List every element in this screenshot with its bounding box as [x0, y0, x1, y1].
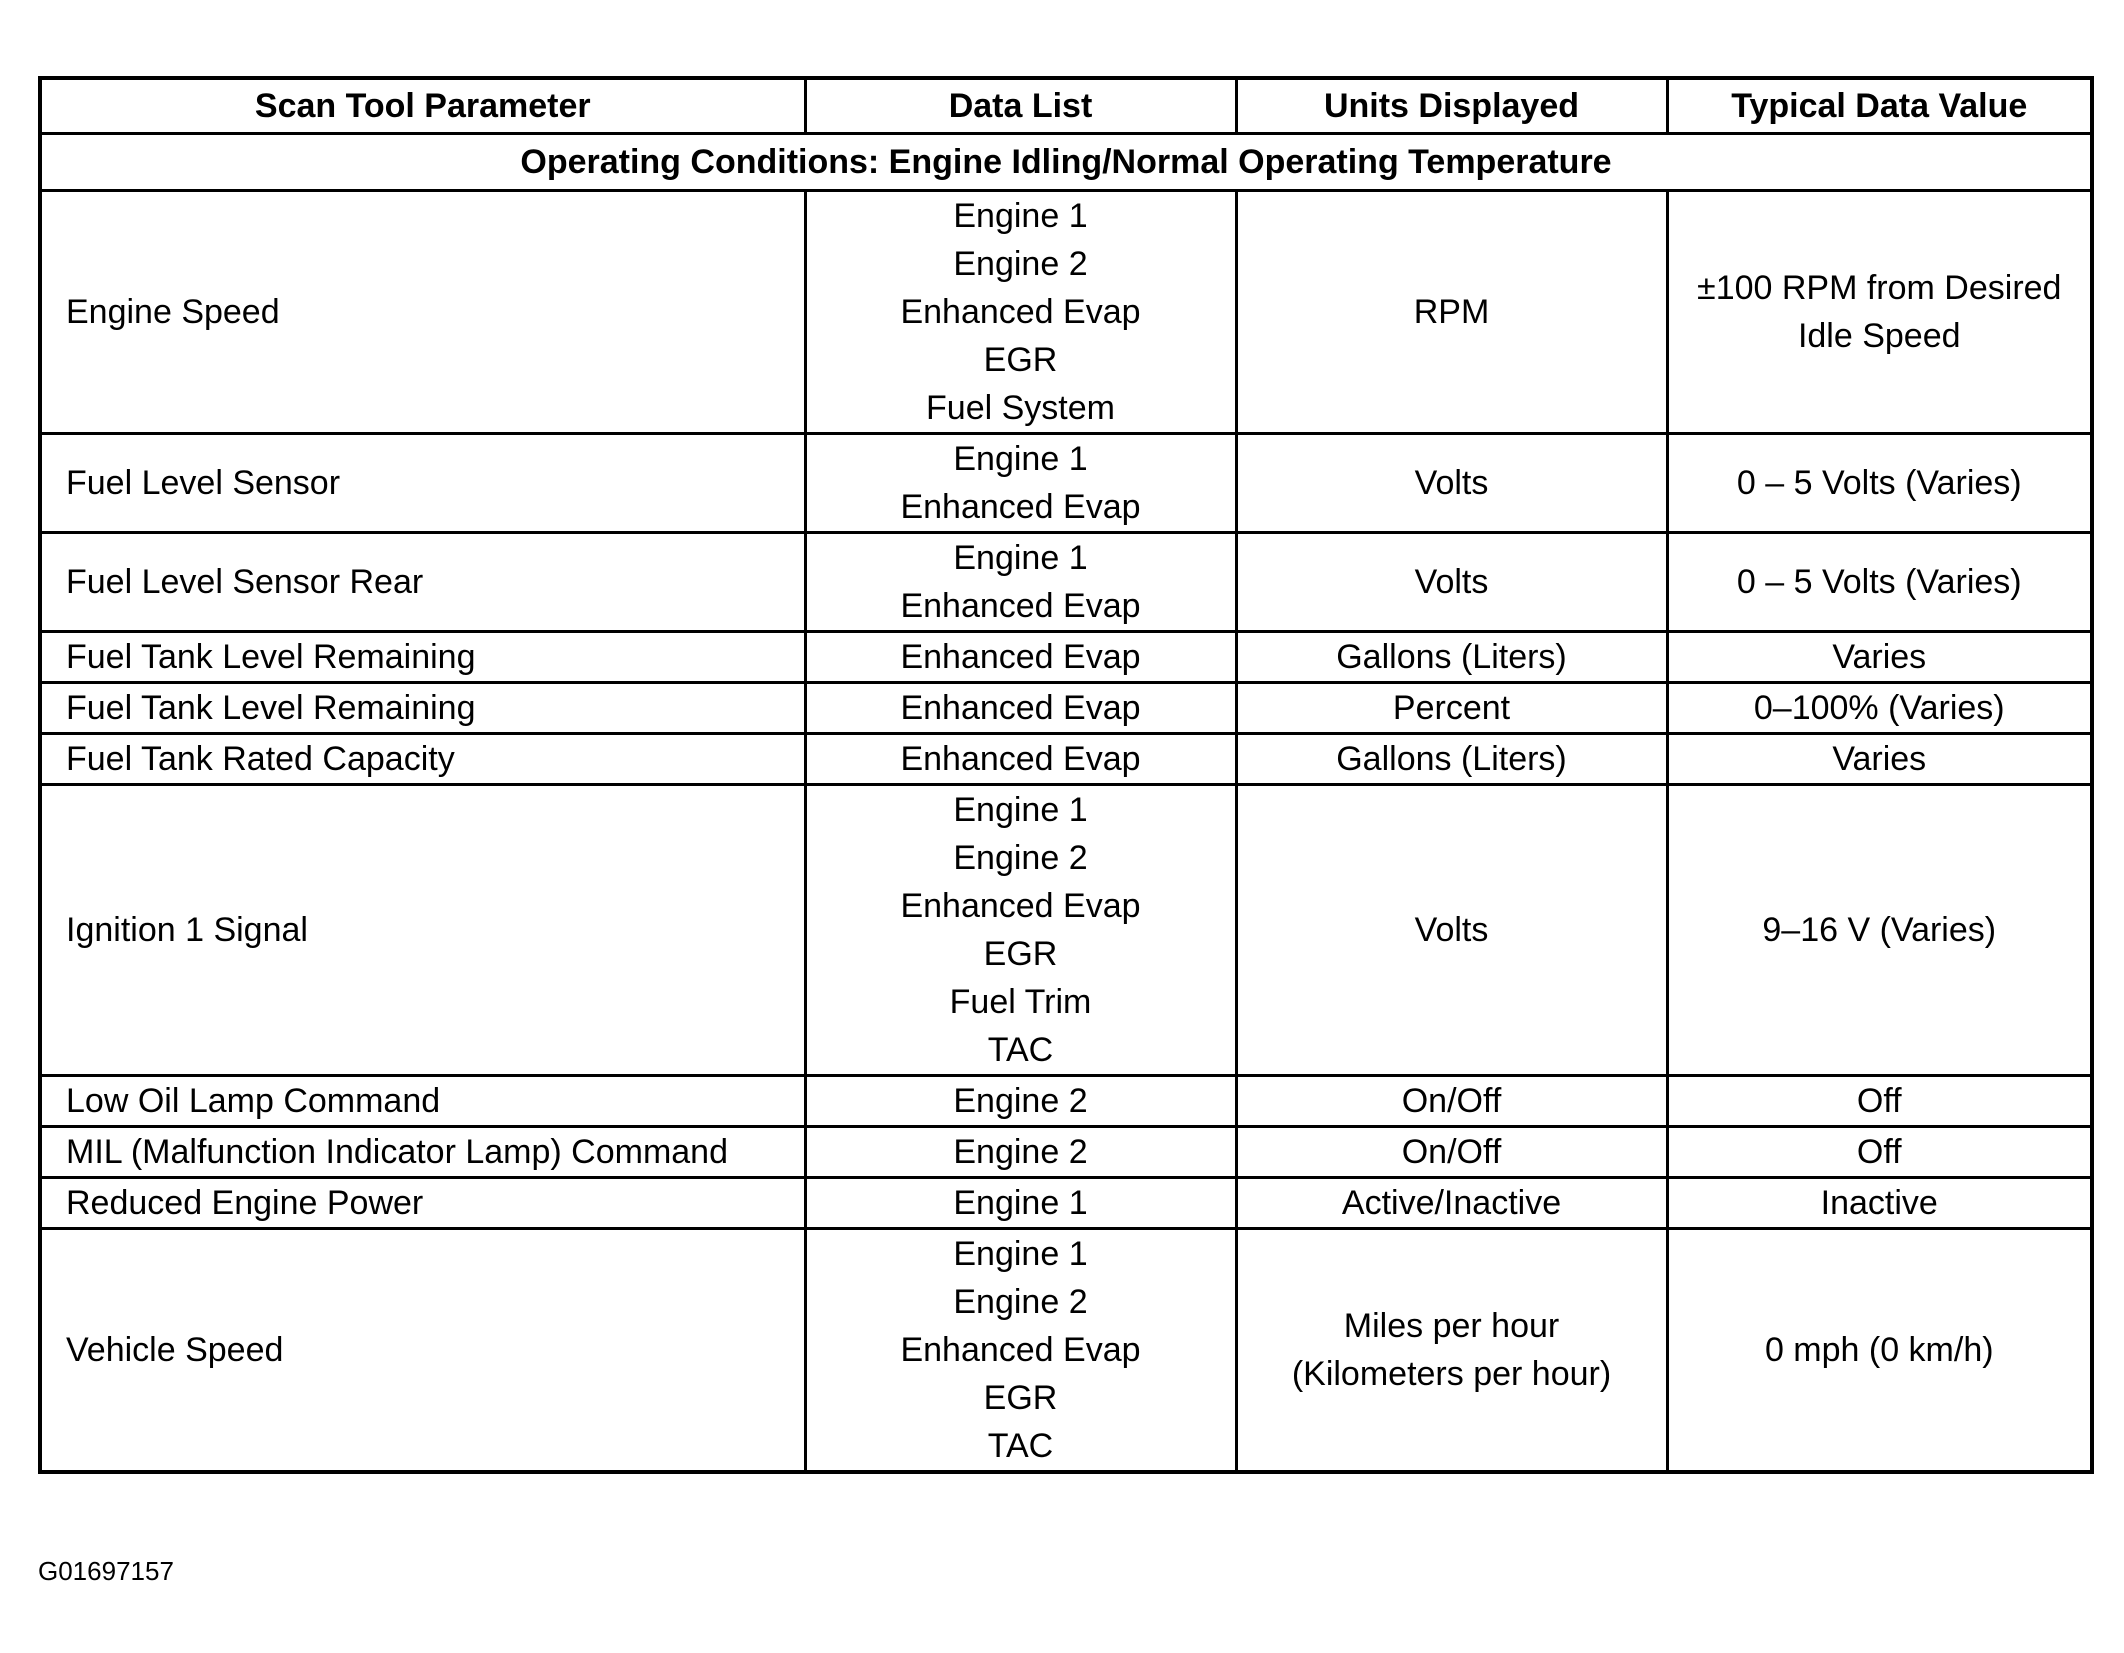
units-cell: [1236, 734, 1667, 785]
table-row: [40, 683, 2092, 734]
data-list-item: Enhanced Evap: [900, 689, 1141, 727]
typical-value-line: Varies: [1832, 638, 1927, 676]
data-list-item: TAC: [987, 1031, 1054, 1069]
typical-value-cell: [1667, 683, 2092, 734]
parameter-cell: Vehicle Speed: [40, 1229, 805, 1473]
table-row: [40, 1229, 2092, 1473]
table-row: [40, 1127, 2092, 1178]
figure-id: G01697157: [38, 1556, 174, 1586]
data-list-item: Engine 1: [953, 539, 1088, 577]
units-cell: [1236, 683, 1667, 734]
data-list-item: TAC: [987, 1427, 1054, 1465]
table-row: [40, 632, 2092, 683]
data-list-item: Engine 1: [953, 197, 1088, 235]
data-list-item: Enhanced Evap: [900, 1331, 1141, 1369]
typical-value-cell: [1667, 434, 2092, 533]
data-list-cell: [805, 632, 1236, 683]
data-list-item: EGR: [983, 935, 1058, 973]
units-line: On/Off: [1401, 1133, 1502, 1171]
data-list-item: Engine 1: [953, 1184, 1088, 1222]
typical-value-line: Idle Speed: [1797, 317, 1961, 355]
header-data-list: Data List: [805, 78, 1236, 134]
typical-value-cell: [1667, 1076, 2092, 1127]
parameter-cell: Fuel Tank Level Remaining: [40, 683, 805, 734]
typical-value-cell: [1667, 1127, 2092, 1178]
typical-value-line: 0 – 5 Volts (Varies): [1736, 464, 2022, 502]
typical-value-cell: [1667, 533, 2092, 632]
typical-value-line: Off: [1856, 1082, 1902, 1120]
units-line: RPM: [1413, 293, 1490, 331]
data-list-item: Engine 2: [953, 245, 1088, 283]
table-row: [40, 434, 2092, 533]
units-cell: [1236, 533, 1667, 632]
table-header-row: [40, 78, 2092, 134]
header-units-displayed: Units Displayed: [1236, 78, 1667, 134]
typical-value-cell: [1667, 1229, 2092, 1473]
data-list-item: Engine 1: [953, 1235, 1088, 1273]
units-line: Miles per hour: [1343, 1307, 1560, 1345]
data-list-cell: [805, 191, 1236, 434]
operating-conditions: Operating Conditions: Engine Idling/Normal Operating Temperature: [40, 134, 2092, 191]
data-list-cell: [805, 734, 1236, 785]
typical-value-cell: [1667, 632, 2092, 683]
operating-conditions-row: [40, 134, 2092, 191]
data-list-cell: [805, 1178, 1236, 1229]
data-list-item: Enhanced Evap: [900, 587, 1141, 625]
units-cell: [1236, 1127, 1667, 1178]
parameter-cell: Fuel Level Sensor: [40, 434, 805, 533]
data-list-cell: [805, 434, 1236, 533]
data-list-item: Fuel System: [926, 389, 1115, 427]
typical-value-line: Varies: [1832, 740, 1927, 778]
units-line: Volts: [1414, 911, 1489, 949]
data-list-item: Enhanced Evap: [900, 293, 1141, 331]
units-line: (Kilometers per hour): [1291, 1355, 1612, 1393]
data-list-item: Engine 2: [953, 839, 1088, 877]
header-scan-tool-parameter: Scan Tool Parameter: [40, 78, 805, 134]
units-line: Volts: [1414, 464, 1489, 502]
scan-tool-data-table: [38, 76, 2094, 1474]
table-row: [40, 191, 2092, 434]
units-cell: [1236, 1076, 1667, 1127]
units-cell: [1236, 191, 1667, 434]
units-line: On/Off: [1401, 1082, 1502, 1120]
data-list-item: Fuel Trim: [949, 983, 1092, 1021]
units-cell: [1236, 1229, 1667, 1473]
data-list-item: EGR: [983, 1379, 1058, 1417]
data-list-item: Engine 2: [953, 1283, 1088, 1321]
data-list-cell: [805, 785, 1236, 1076]
data-list-item: Engine 2: [953, 1082, 1088, 1120]
typical-value-line: 9–16 V (Varies): [1762, 911, 1997, 949]
data-list-item: Engine 1: [953, 791, 1088, 829]
data-list-cell: [805, 1076, 1236, 1127]
typical-value-cell: [1667, 191, 2092, 434]
data-list-item: EGR: [983, 341, 1058, 379]
typical-value-line: Off: [1856, 1133, 1902, 1171]
parameter-cell: Fuel Tank Rated Capacity: [40, 734, 805, 785]
table-row: [40, 734, 2092, 785]
table-body: [40, 134, 2092, 1473]
parameter-cell: Low Oil Lamp Command: [40, 1076, 805, 1127]
data-list-cell: [805, 1229, 1236, 1473]
units-line: Active/Inactive: [1341, 1184, 1562, 1222]
data-list-item: Enhanced Evap: [900, 638, 1141, 676]
typical-value-line: 0–100% (Varies): [1753, 689, 2005, 727]
units-line: Gallons (Liters): [1336, 638, 1567, 676]
typical-value-line: Inactive: [1820, 1184, 1938, 1222]
parameter-cell: Ignition 1 Signal: [40, 785, 805, 1076]
units-cell: [1236, 785, 1667, 1076]
data-list-cell: [805, 533, 1236, 632]
data-list-item: Enhanced Evap: [900, 488, 1141, 526]
units-cell: [1236, 434, 1667, 533]
typical-value-cell: [1667, 785, 2092, 1076]
data-list-item: Engine 2: [953, 1133, 1088, 1171]
typical-value-cell: [1667, 1178, 2092, 1229]
parameter-cell: Reduced Engine Power: [40, 1178, 805, 1229]
data-list-item: Engine 1: [953, 440, 1088, 478]
data-list-cell: [805, 1127, 1236, 1178]
units-line: Percent: [1392, 689, 1511, 727]
table-row: [40, 785, 2092, 1076]
data-list-item: Enhanced Evap: [900, 740, 1141, 778]
typical-value-line: 0 – 5 Volts (Varies): [1736, 563, 2022, 601]
units-line: Gallons (Liters): [1336, 740, 1567, 778]
data-list-item: Enhanced Evap: [900, 887, 1141, 925]
typical-value-cell: [1667, 734, 2092, 785]
data-list-cell: [805, 683, 1236, 734]
units-line: Volts: [1414, 563, 1489, 601]
table-row: [40, 1076, 2092, 1127]
units-cell: [1236, 632, 1667, 683]
parameter-cell: MIL (Malfunction Indicator Lamp) Command: [40, 1127, 805, 1178]
parameter-cell: Fuel Level Sensor Rear: [40, 533, 805, 632]
typical-value-line: 0 mph (0 km/h): [1764, 1331, 1994, 1369]
parameter-cell: Fuel Tank Level Remaining: [40, 632, 805, 683]
typical-value-line: ±100 RPM from Desired: [1697, 269, 2062, 307]
table-row: [40, 533, 2092, 632]
units-cell: [1236, 1178, 1667, 1229]
parameter-cell: Engine Speed: [40, 191, 805, 434]
table-row: [40, 1178, 2092, 1229]
header-typical-data-value: Typical Data Value: [1667, 78, 2092, 134]
